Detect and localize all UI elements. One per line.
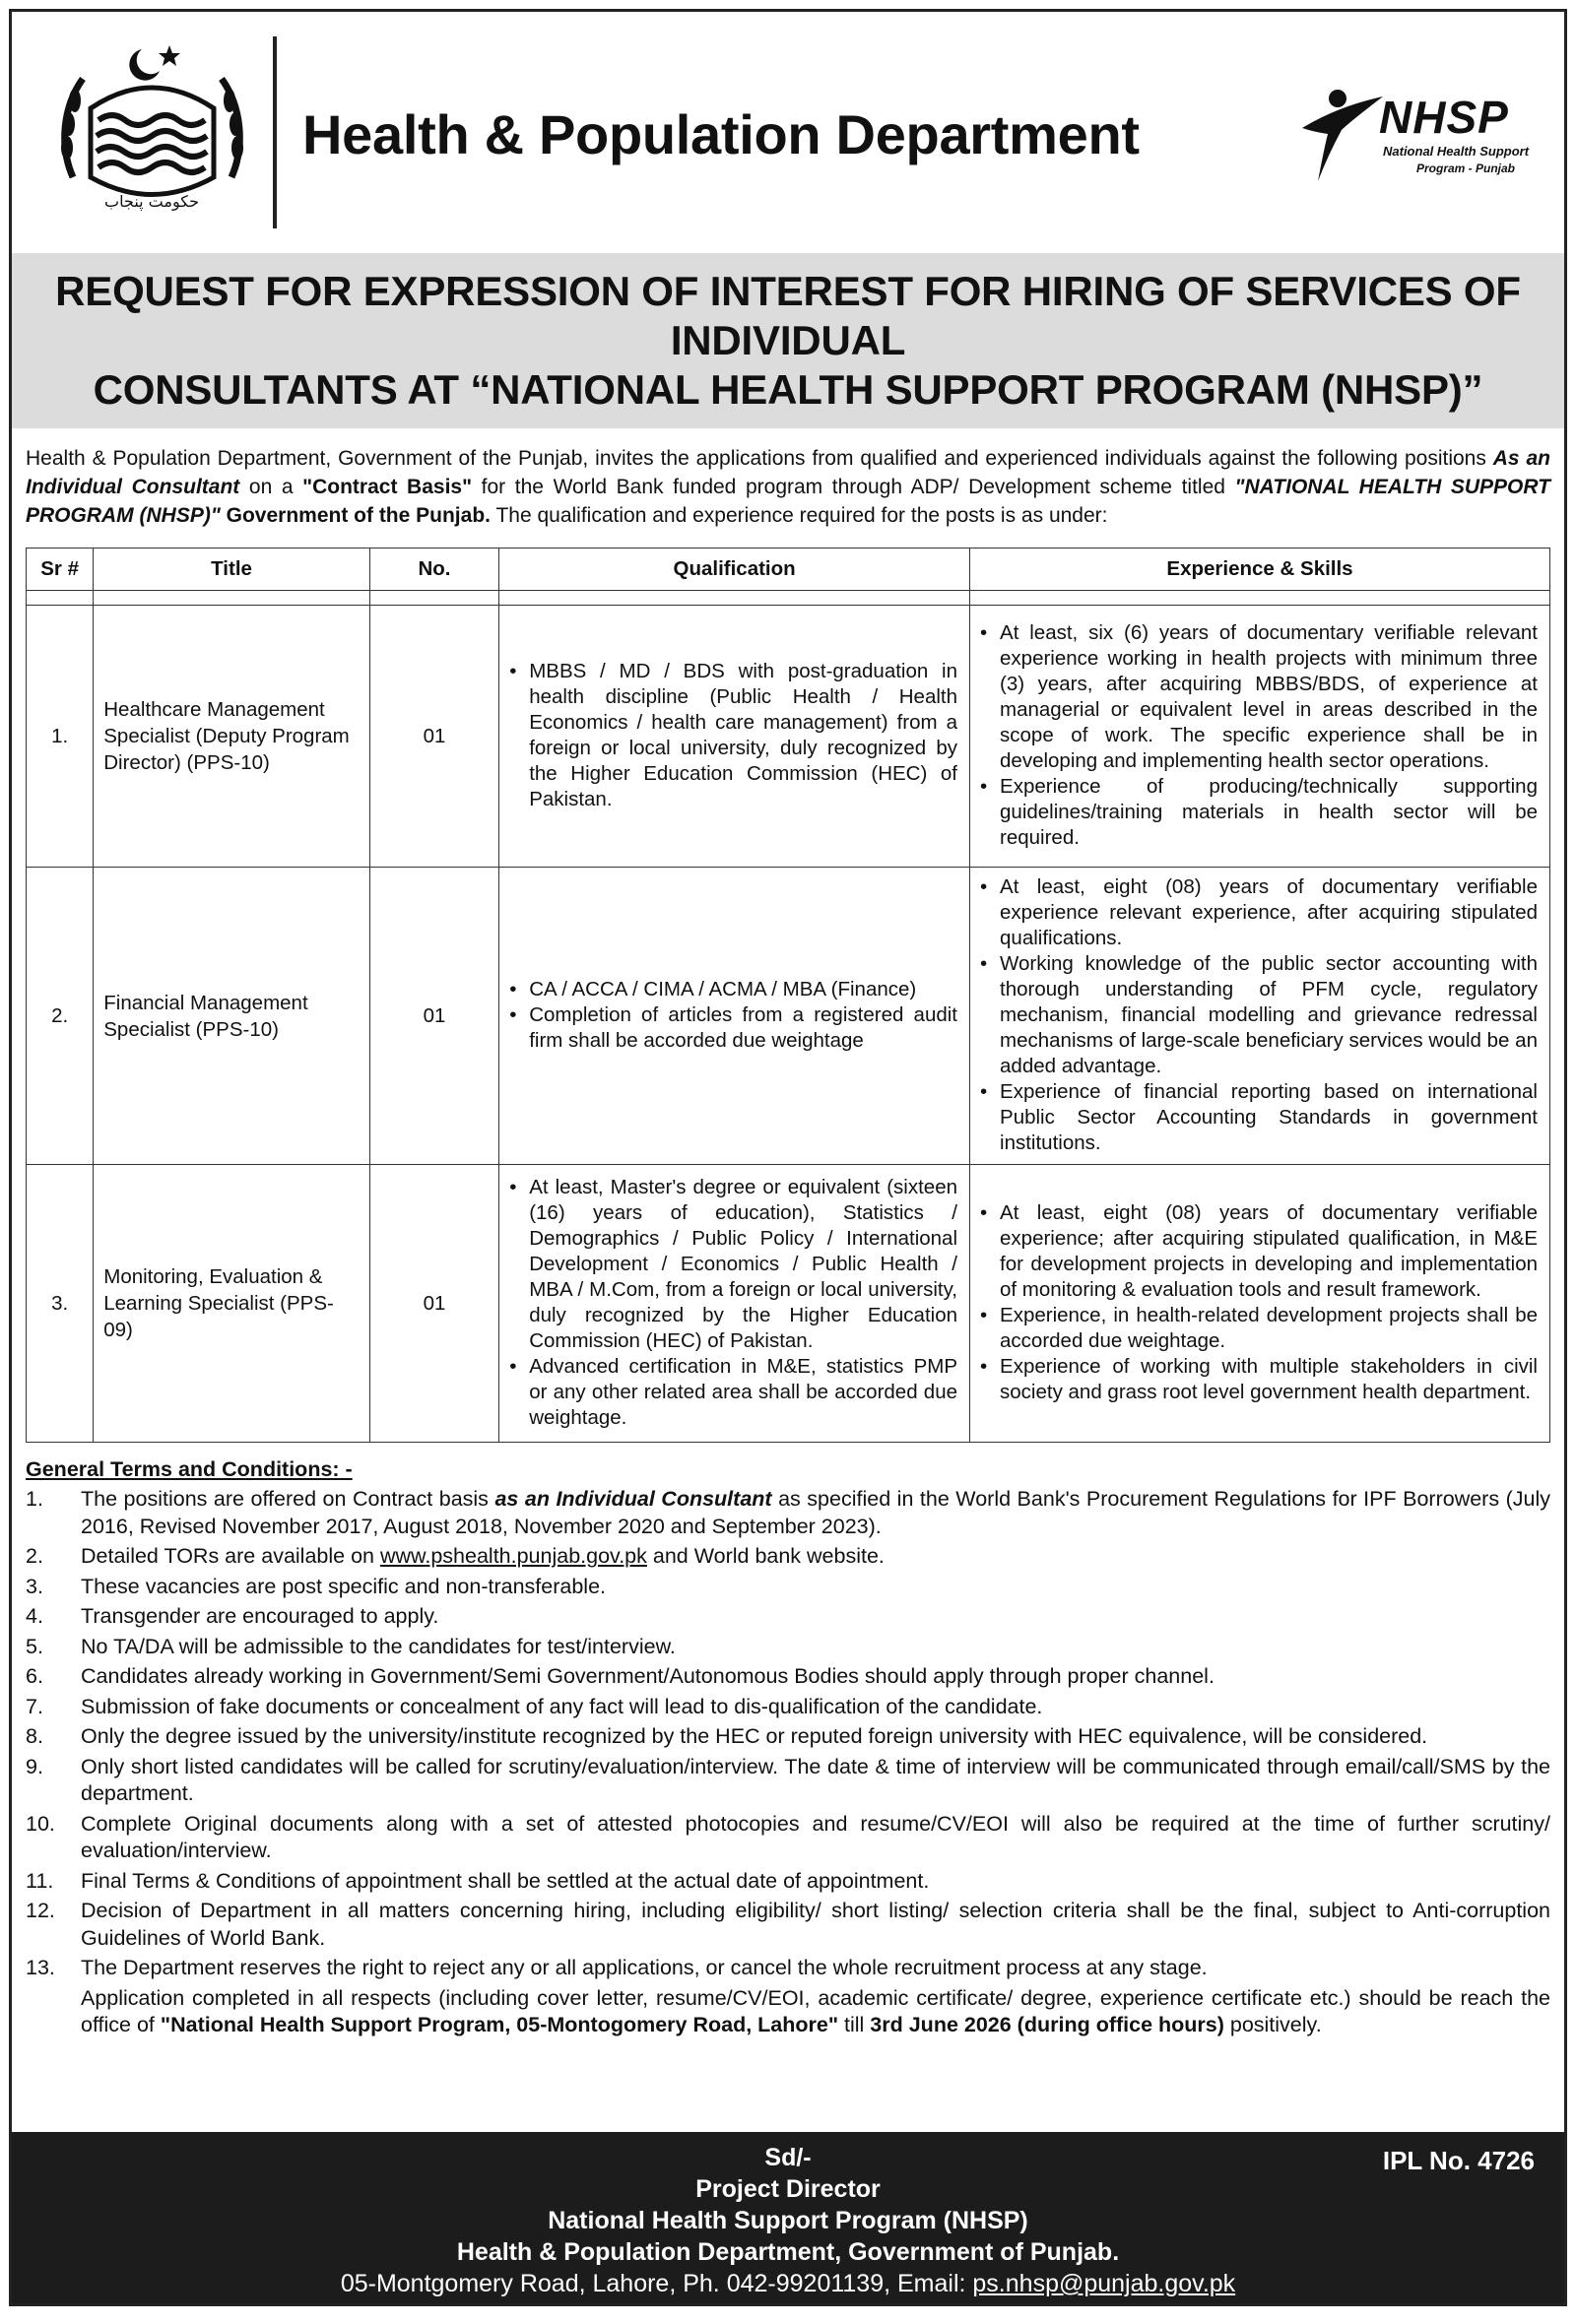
list-item: 4. Transgender are encouraged to apply. <box>26 1604 439 1628</box>
intro-emphasis: "Contract Basis" <box>302 476 473 498</box>
intro-text: Health & Population Department, Government of the Punjab, invites the applications from qualified and experienced individuals against the following positions <box>26 447 1493 470</box>
terms-list <box>26 1486 1550 1982</box>
experience-list <box>970 869 1549 1164</box>
contact-address: 05-Montgomery Road, Lahore, Ph. 042-99201139, Email: <box>340 2270 973 2297</box>
advertisement-page <box>9 9 1567 2306</box>
term-text: The Department reserves the right to reject any or all applications, or cancel the whole recruitment process at any stage. <box>81 1956 1208 1979</box>
list-item: • Experience, in health-related development projects shall be accorded due weightage. <box>1000 1303 1538 1354</box>
deadline: 3rd June 2026 (during office hours) <box>870 2013 1224 2036</box>
punjab-government-emblem-icon <box>51 30 253 231</box>
list-item: • MBBS / MD / BDS with post-graduation in health discipline (Public Health / Health Economics / health care management) from a foreign or local university, duly recognized by the Higher Education Commission (HEC) of Pakistan. <box>529 659 957 812</box>
experience-list <box>970 1194 1549 1413</box>
list-item: • Experience of working with multiple stakeholders in civil society and grass root level government health department. <box>1000 1354 1538 1405</box>
application-instructions <box>26 1985 1550 2039</box>
term-text: Detailed TORs are available on <box>81 1544 380 1568</box>
office-address: "National Health Support Program, 05-Montogomery Road, Lahore" <box>160 2013 839 2036</box>
term-text: positively. <box>1223 2013 1322 2036</box>
svg-text:حکومت پنجاب: حکومت پنجاب <box>104 192 199 211</box>
qualification-list <box>499 1169 969 1439</box>
list-item: 10. Complete Original documents along with a set of attested photocopies and resume/CV/EOI will also be required at the time of further scrutiny/ evaluation/interview. <box>26 1811 1550 1862</box>
list-item: • Advanced certification in M&E, statistics PMP or any other related area shall be accorded due weightage. <box>529 1354 957 1431</box>
intro-emphasis: "NATIONAL HEALTH SUPPORT PROGRAM (NHSP)" <box>26 476 1551 527</box>
signature-mark: Sd/- <box>764 2144 812 2171</box>
nhsp-logo-subtitle-2: Program - Punjab <box>1416 161 1516 175</box>
header-divider <box>273 36 277 228</box>
term-text: Final Terms & Conditions of appointment shall be settled at the actual date of appointment. <box>81 1868 930 1893</box>
term-text: Application completed in all respects (including cover letter, resume/CV/EOI, academic certificate/ degree, experience certificate etc.) should be reach the office of <box>81 1985 1550 2036</box>
term-emphasis: as an Individual Consultant <box>494 1487 772 1511</box>
contact-line <box>12 2268 1564 2299</box>
list-item: • Working knowledge of the public sector accounting with thorough understanding of PFM cycle, regulatory mechanism, financial modelling and grievance redressal mechanisms of large-scale beneficiary services would be an added advantage. <box>1000 951 1538 1079</box>
intro-emphasis: Government of the Punjab. <box>220 504 491 527</box>
intro-paragraph <box>12 428 1564 530</box>
cell-no: 01 <box>369 606 498 868</box>
cell-title: Healthcare Management Specialist (Deputy Program Director) (PPS-10) <box>103 698 350 774</box>
cell-no: 01 <box>369 1165 498 1443</box>
experience-list <box>970 614 1549 859</box>
list-item: 13. The Department reserves the right to reject any or all applications, or cancel the whole recruitment process at any stage. <box>26 1956 1208 1979</box>
intro-text: The qualification and experience required for the posts is as under: <box>491 504 1108 527</box>
list-item: 2. Detailed TORs are available on www.pshealth.punjab.gov.pk and World bank website. <box>26 1544 885 1568</box>
table-row <box>27 606 1550 868</box>
term-text: No TA/DA will be admissible to the candidates for test/interview. <box>81 1634 676 1658</box>
list-item: • Completion of articles from a registered audit firm shall be accorded due weightage <box>529 1002 957 1054</box>
ipl-number: IPL No. 4726 <box>1382 2146 1535 2175</box>
qualification-list <box>499 971 969 1062</box>
list-item: 12. Decision of Department in all matters concerning hiring, including eligibility/ short listing/ selection criteria shall be the final, subject to Anti-corruption Guidelines of World Bank. <box>26 1899 1550 1950</box>
term-text: Decision of Department in all matters concerning hiring, including eligibility/ short listing/ selection criteria shall be the final, subject to Anti-corruption Guidelines of World Bank. <box>81 1899 1550 1950</box>
cell-no: 01 <box>369 868 498 1165</box>
email-link[interactable]: ps.nhsp@punjab.gov.pk <box>972 2270 1236 2297</box>
term-text: Only short listed candidates will be called for scrutiny/evaluation/interview. The date & time of interview will be communicated through email/call/SMS by the department. <box>81 1754 1550 1805</box>
list-item: 9. Only short listed candidates will be called for scrutiny/evaluation/interview. The date & time of interview will be communicated through email/call/SMS by the department. <box>26 1754 1550 1805</box>
main-heading-line-1: REQUEST FOR EXPRESSION OF INTEREST FOR HIRING OF SERVICES OF INDIVIDUAL <box>55 268 1521 363</box>
term-text: Submission of fake documents or concealment of any fact will lead to dis-qualification of the candidate. <box>81 1694 1043 1718</box>
list-item: • At least, Master's degree or equivalent (sixteen (16) years of education), Statistics / Demographics / Public Policy / International Development / Economics / Public Health / MBA / M.Com, from a foreign or local university, duly recognized by the Higher Education Commission (HEC) of Pakistan. <box>529 1175 957 1354</box>
cell-title: Monitoring, Evaluation & Learning Specialist (PPS-09) <box>103 1265 334 1341</box>
list-item: 3. These vacancies are post specific and non-transferable. <box>26 1574 607 1598</box>
positions-table <box>26 548 1550 1443</box>
department-name: Health & Population Department, Government of Punjab. <box>456 2238 1120 2266</box>
term-text: The positions are offered on Contract basis <box>81 1487 495 1511</box>
term-text: Transgender are encouraged to apply. <box>81 1604 439 1628</box>
list-item: 8. Only the degree issued by the university/institute recognized by the HEC or reputed foreign university with HEC equivalence, will be considered. <box>26 1724 1428 1748</box>
intro-text: on a <box>239 476 303 498</box>
header-title: Title <box>94 549 370 591</box>
term-text: till <box>838 2013 871 2036</box>
signatory-designation: Project Director <box>695 2175 881 2203</box>
main-heading-line-2: CONSULTANTS AT “NATIONAL HEALTH SUPPORT PROGRAM (NHSP)” <box>93 366 1483 413</box>
list-item: • Experience of financial reporting based on international Public Sector Accounting Standards in government institutions. <box>1000 1079 1538 1156</box>
tors-website-link[interactable]: www.pshealth.punjab.gov.pk <box>379 1544 647 1568</box>
list-item: • CA / ACCA / CIMA / ACMA / MBA (Finance) <box>529 977 957 1002</box>
term-text: These vacancies are post specific and non-transferable. <box>81 1574 607 1598</box>
signature-block <box>12 2142 1564 2299</box>
list-item: 6. Candidates already working in Government/Semi Government/Autonomous Bodies should apply through proper channel. <box>26 1664 1215 1688</box>
footer <box>12 2132 1564 2303</box>
cell-sr: 1. <box>27 606 94 868</box>
table-row <box>27 868 1550 1165</box>
header-sr: Sr # <box>27 549 94 591</box>
nhsp-figure-icon <box>1298 87 1387 185</box>
cell-sr: 3. <box>27 1165 94 1443</box>
term-text: and World bank website. <box>646 1544 885 1568</box>
list-item: 5. No TA/DA will be admissible to the candidates for test/interview. <box>26 1634 676 1658</box>
term-text: Only the degree issued by the university/institute recognized by the HEC or reputed foreign university with HEC equivalence, will be considered. <box>81 1724 1428 1748</box>
cell-sr: 2. <box>27 868 94 1165</box>
list-item: 1. The positions are offered on Contract basis as an Individual Consultant as specified in the World Bank's Procurement Regulations for IPF Borrowers (July 2016, Revised November 2017, August 2018, November 2020 and September 2023). <box>26 1487 1550 1538</box>
terms-heading: General Terms and Conditions: - <box>26 1457 353 1481</box>
nhsp-logo <box>1298 87 1535 185</box>
list-item: • At least, eight (08) years of documentary verifiable experience relevant experience, after acquiring stipulated qualifications. <box>1000 874 1538 951</box>
list-item: • At least, eight (08) years of documentary verifiable experience; after acquiring stipulated qualification, in M&E for development projects in developing and implementation of monitoring & evaluation tools and result framework. <box>1000 1200 1538 1303</box>
program-name: National Health Support Program (NHSP) <box>548 2207 1028 2234</box>
terms-section <box>12 1443 1564 2039</box>
table-header-row <box>27 549 1550 591</box>
table-row <box>27 1165 1550 1443</box>
nhsp-logo-subtitle: National Health Support <box>1383 144 1530 159</box>
list-item: • At least, six (6) years of documentary verifiable relevant experience working in health projects with minimum three (3) years, after acquiring MBBS/BDS, of experience at managerial or equivalent level in areas described in the scope of work. The specific experience shall be in developing and implementing health sector operations. <box>1000 620 1538 774</box>
table-spacer-row <box>27 591 1550 606</box>
intro-text: for the World Bank funded program through ADP/ Development scheme titled <box>472 476 1235 498</box>
cell-title: Financial Management Specialist (PPS-10) <box>103 991 308 1041</box>
qualification-list <box>499 653 969 820</box>
department-title: Health & Population Department <box>302 103 1140 165</box>
header <box>12 12 1564 253</box>
header-qualification: Qualification <box>499 549 970 591</box>
intro-emphasis: As an Individual Consultant <box>26 447 1550 498</box>
term-text: as specified in the World Bank's Procurement Regulations for IPF Borrowers (July 2016, Revised November 2017, August 2018, November 2020 and September 2023). <box>81 1487 1550 1538</box>
title-band <box>12 253 1564 428</box>
term-text: Complete Original documents along with a set of attested photocopies and resume/CV/EOI will also be required at the time of further scrutiny/ evaluation/interview. <box>81 1811 1550 1862</box>
list-item: 11. Final Terms & Conditions of appointment shall be settled at the actual date of appointment. <box>26 1868 930 1893</box>
list-item: • Experience of producing/technically supporting guidelines/training materials in health sector will be required. <box>1000 774 1538 851</box>
term-text: Candidates already working in Government/Semi Government/Autonomous Bodies should apply through proper channel. <box>81 1664 1215 1688</box>
header-experience: Experience & Skills <box>970 549 1550 591</box>
nhsp-logo-text: NHSP <box>1379 92 1509 143</box>
header-no: No. <box>369 549 498 591</box>
list-item: 7. Submission of fake documents or concealment of any fact will lead to dis-qualification of the candidate. <box>26 1694 1043 1718</box>
